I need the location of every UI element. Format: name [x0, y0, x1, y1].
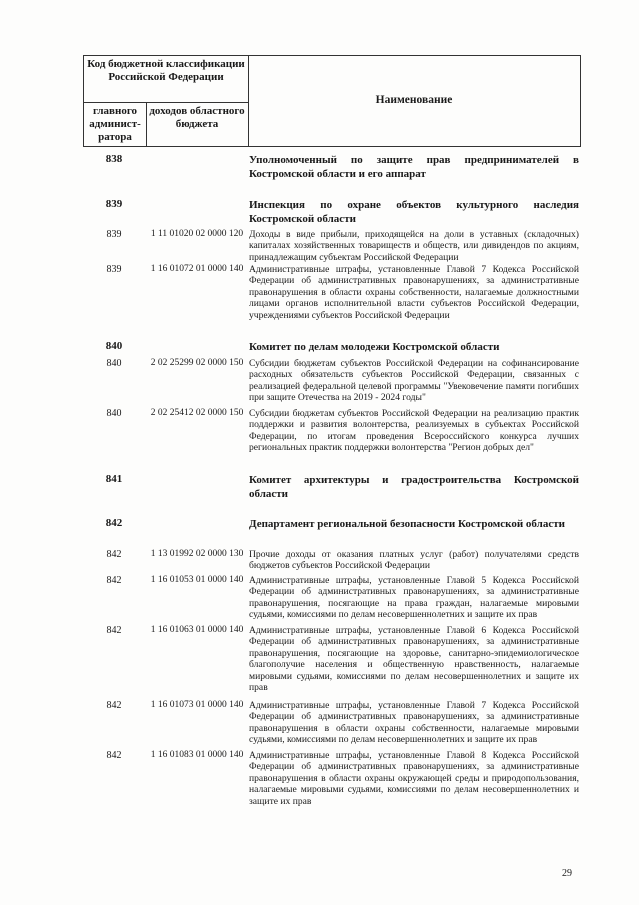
header-income: доходов областного бюджета	[149, 105, 245, 130]
row-name: Прочие доходы от оказания платных услуг (работ) получателями средств бюджетов субъектов Российской Федерации	[249, 549, 579, 572]
header-divider	[84, 102, 248, 103]
chief-code: 839	[106, 229, 122, 240]
chief-code: 842	[106, 625, 122, 636]
income-code: 1 16 01083 01 0000 140	[150, 750, 244, 760]
row-name: Уполномоченный по защите прав предпринимателей в Костромской области и его аппарат	[249, 154, 579, 180]
row-name: Департамент региональной безопасности Костромской области	[249, 518, 565, 530]
row-name: Административные штрафы, установленные Главой 7 Кодекса Российской Федерации об административных правонарушениях, за административные правонарушения в области охраны собственности, налагаемые мировыми судьями, комиссиями по делам несовершеннолетних и защите их прав	[249, 700, 579, 746]
chief-code: 840	[106, 408, 122, 419]
header-name: Наименование	[375, 94, 453, 106]
row-name: Административные штрафы, установленные Главой 7 Кодекса Российской Федерации об административных правонарушениях, за административные правонарушения в области охраны собственности, налагаемые должностными лицами органов исполнительной власти субъектов Российской Федерации, учреждениями субъектов Российской Федерации	[249, 264, 579, 321]
row-name: Инспекция по охране объектов культурного наследия Костромской области	[249, 199, 579, 225]
row-name: Комитет по делам молодежи Костромской области	[249, 341, 500, 353]
income-code: 2 02 25412 02 0000 150	[150, 408, 244, 418]
page-number: 29	[562, 868, 572, 879]
chief-code: 842	[105, 517, 123, 529]
chief-code: 839	[105, 198, 123, 210]
row-name: Административные штрафы, установленные Главой 6 Кодекса Российской Федерации об административных правонарушениях, за административные правонарушения, посягающие на здоровье, санитарно-эпидемиологическое благополучие населения и общественную нравственность, налагаемые мировыми судьями, комиссиями по делам несовершеннолетних и защите их прав	[249, 625, 579, 694]
chief-code: 839	[106, 264, 122, 275]
header-code-title: Код бюджетной классификации Российской Федерации	[87, 58, 245, 83]
row-name: Комитет архитектуры и градостроительства Костромской области	[249, 474, 579, 500]
income-code: 1 16 01072 01 0000 140	[150, 264, 244, 274]
income-code: 1 13 01992 02 0000 130	[150, 549, 244, 559]
header-main-admin: главного админист-ратора	[89, 105, 141, 143]
chief-code: 840	[105, 340, 123, 352]
chief-code: 842	[106, 549, 122, 560]
row-name: Субсидии бюджетам субъектов Российской Федерации на софинансирование расходных обязательств субъектов Российской Федерации, связанных с реализацией федеральной целевой программы "Увековечение памяти погибших при защите Отечества на 2019 - 2024 годы"	[249, 358, 579, 404]
income-code: 1 16 01063 01 0000 140	[150, 625, 244, 635]
income-code: 2 02 25299 02 0000 150	[150, 358, 244, 368]
row-name: Субсидии бюджетам субъектов Российской Федерации на реализацию практик поддержки и развития волонтерства, реализуемых в субъектах Российской Федерации, по итогам проведения Всероссийского конкурса лучших региональных практик поддержки волонтерства "Регион добрых дел"	[249, 408, 579, 454]
row-name: Доходы в виде прибыли, приходящейся на доли в уставных (складочных) капиталах хозяйственных товариществ и обществ, или дивидендов по акциям, принадлежащим субъектам Российской Федерации	[249, 229, 579, 263]
row-name: Административные штрафы, установленные Главой 8 Кодекса Российской Федерации об административных правонарушениях, за административные правонарушения в области охраны окружающей среды и природопользования, налагаемые мировыми судьями, комиссиями по делам несовершеннолетних и защите их прав	[249, 750, 579, 807]
income-code: 1 16 01073 01 0000 140	[150, 700, 244, 710]
chief-code: 840	[106, 358, 122, 369]
chief-code: 842	[106, 575, 122, 586]
chief-code: 842	[106, 750, 122, 761]
income-code: 1 11 01020 02 0000 120	[150, 229, 244, 239]
row-name: Административные штрафы, установленные Главой 5 Кодекса Российской Федерации об административных правонарушениях, за административные правонарушения, посягающие на права граждан, налагаемые мировыми судьями, комиссиями по делам несовершеннолетних и защите их прав	[249, 575, 579, 621]
table-header	[83, 55, 581, 147]
chief-code: 842	[106, 700, 122, 711]
income-code: 1 16 01053 01 0000 140	[150, 575, 244, 585]
chief-code: 841	[105, 473, 123, 485]
chief-code: 838	[105, 153, 123, 165]
